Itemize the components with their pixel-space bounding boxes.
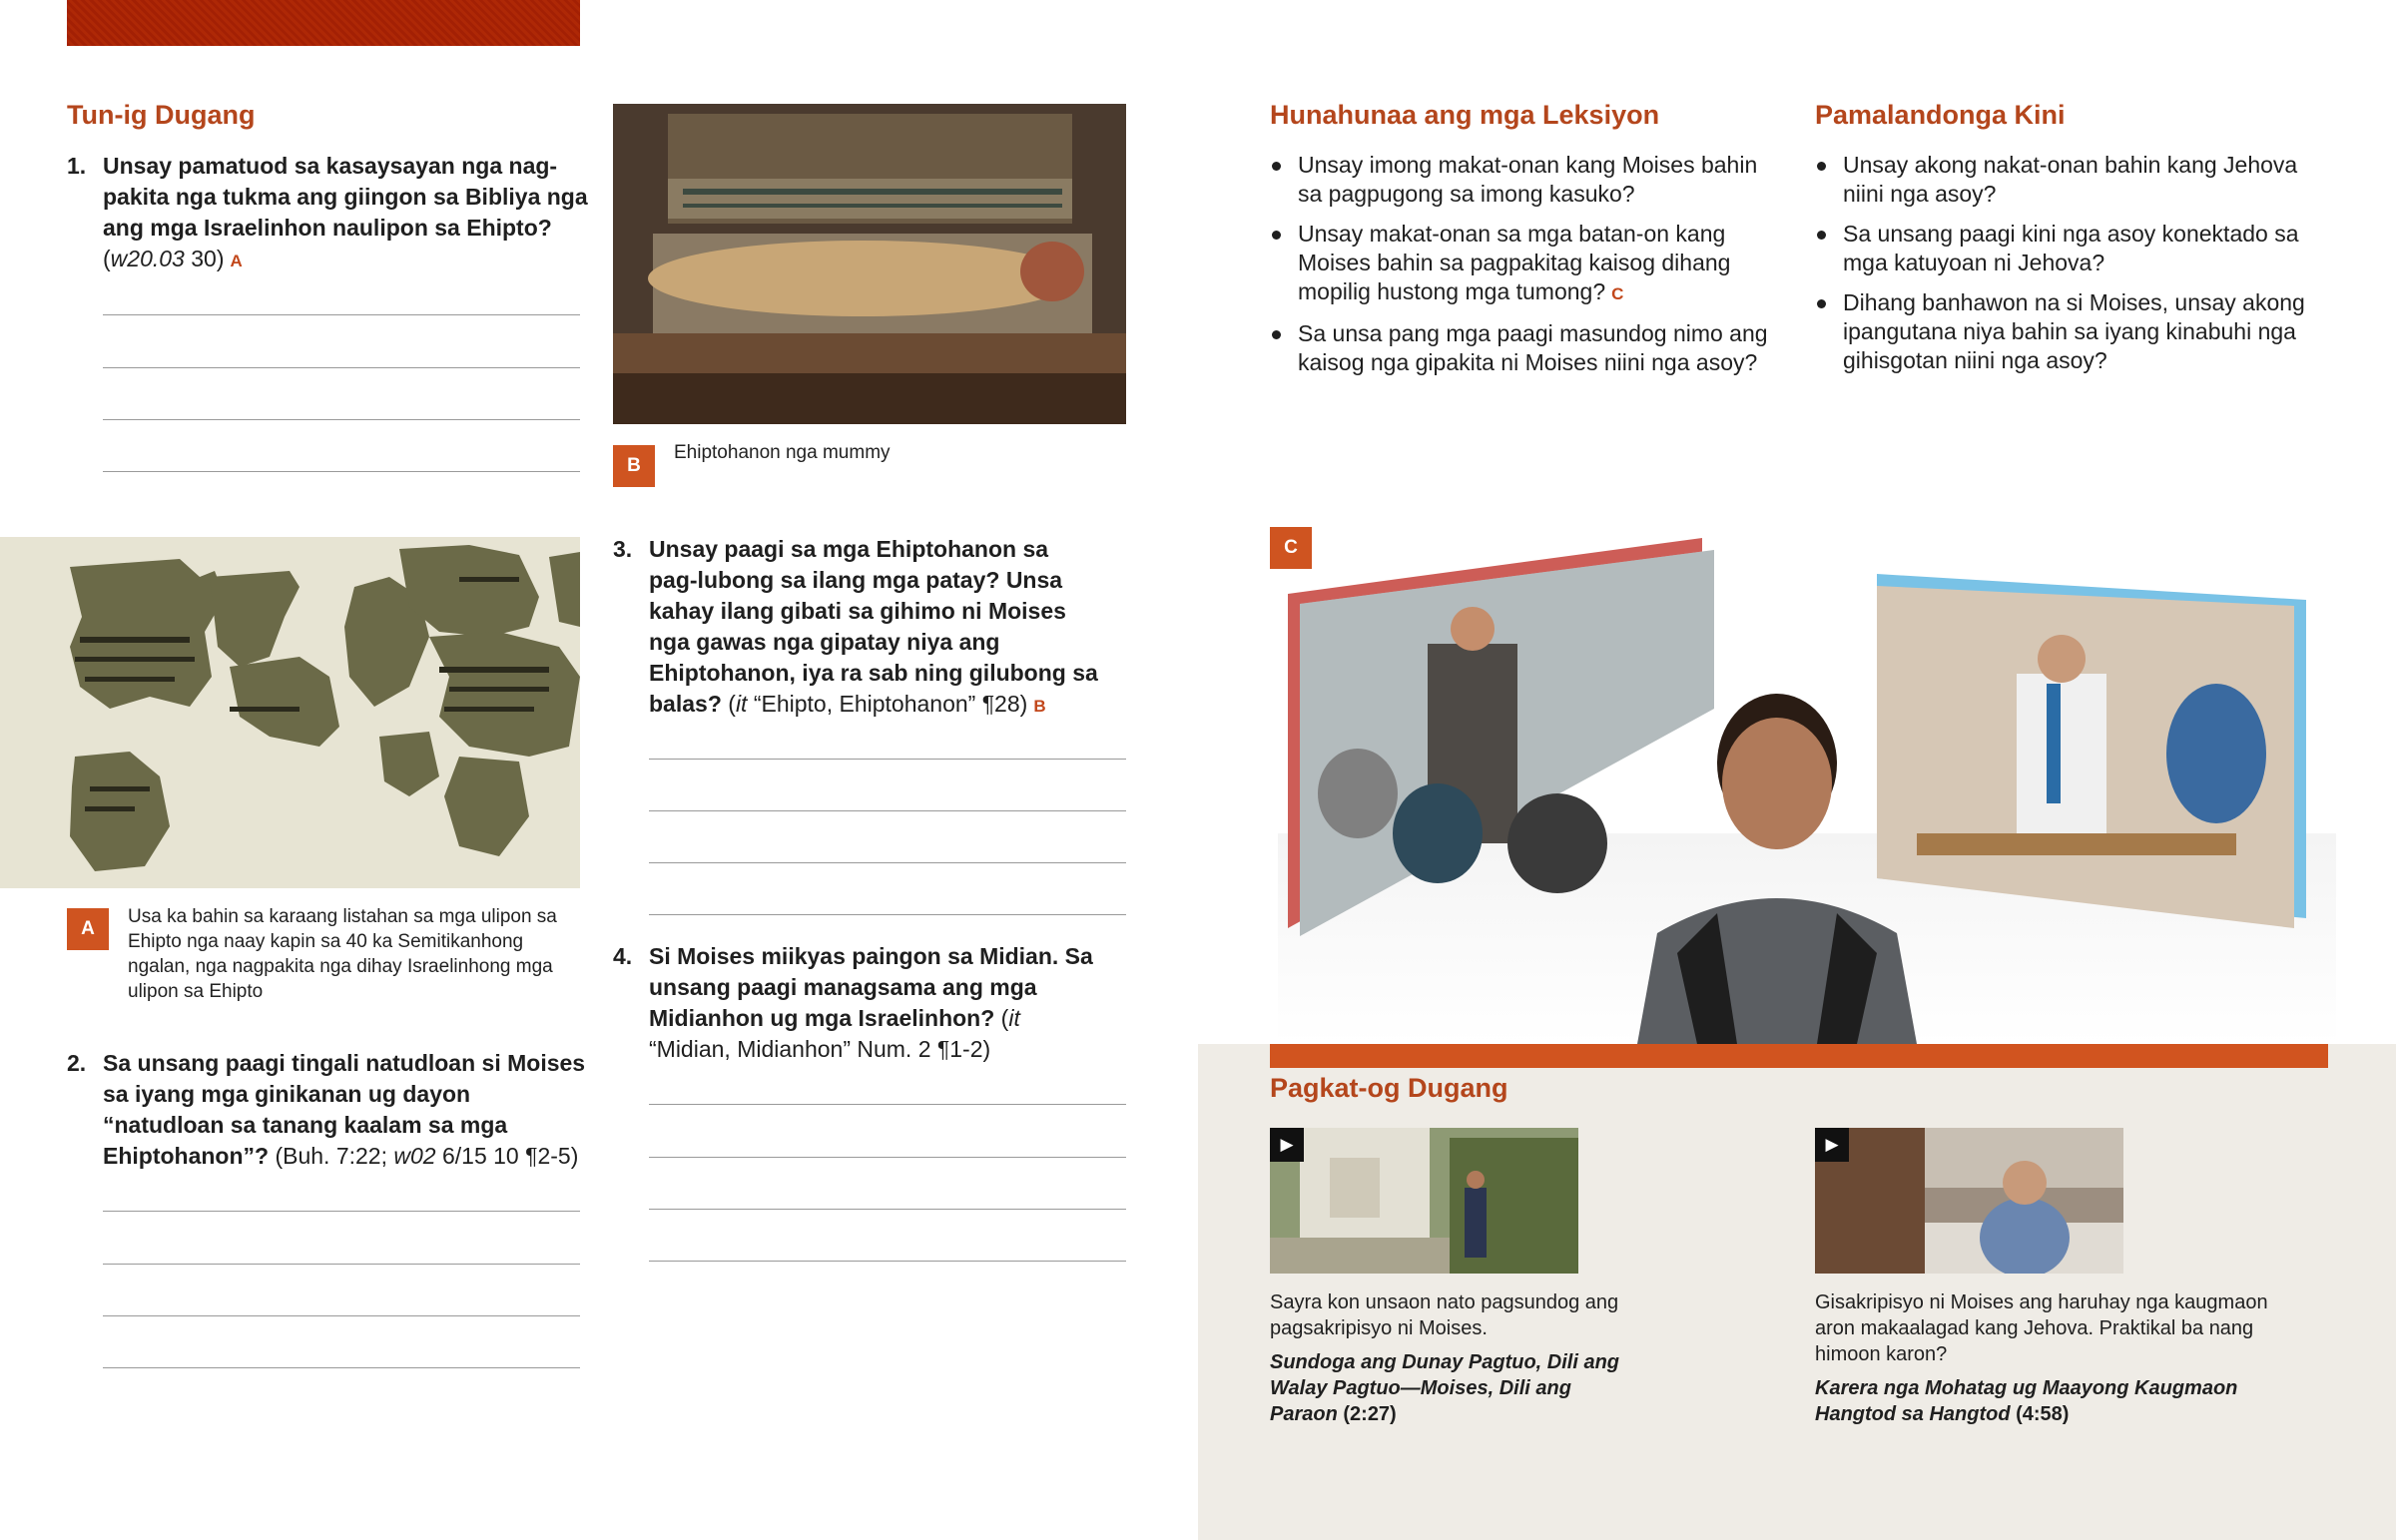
reference: (w20.03 30) — [103, 246, 225, 271]
image-badge-c: C — [1270, 527, 1312, 569]
section-heading-lessons: Hunahunaa ang mga Leksiyon — [1270, 100, 1660, 130]
reference: (it “Ehipto, Ehiptohanon” ¶28) — [721, 691, 1028, 717]
answer-line[interactable] — [103, 1315, 580, 1316]
question-number: 4. — [613, 943, 633, 969]
answer-line[interactable] — [649, 1104, 1126, 1105]
question-4 — [613, 941, 1098, 1065]
list-item: Dihang banhawon na si Moises, unsay akong ipangutana niya bahin sa iyang kinabuhi nga gihisgotan niini nga asoy? — [1815, 288, 2314, 375]
video-description: Sayra kon unsaon nato pagsundog ang pagsakripisyo ni Moises. — [1270, 1291, 1619, 1339]
video-title[interactable]: Karera nga Mohatag ug Maayong Kaugmaon Hangtod sa Hangtod (4:58) — [1815, 1377, 2238, 1425]
question-number: 1. — [67, 153, 87, 179]
orange-divider-bar — [1270, 1044, 2328, 1068]
question-text: Unsay pamatuod sa kasaysayan nga nag-pakita nga tukma ang giingon sa Bibliya nga ang mga Israelinhon naulipon sa Ehipto? — [103, 153, 588, 241]
list-item: Unsay akong nakat-onan bahin kang Jehova niini nga asoy? — [1815, 151, 2314, 209]
image-tag: B — [1033, 697, 1046, 716]
answer-line[interactable] — [649, 759, 1126, 760]
answer-line[interactable] — [103, 1264, 580, 1265]
answer-line[interactable] — [649, 810, 1126, 811]
list-item: Unsay makat-onan sa mga batan-on kang Moises bahin sa pagpakitag kaisog dihang mopilig hustong mga tumong? C — [1270, 220, 1769, 308]
image-tag: C — [1611, 284, 1624, 303]
answer-line[interactable] — [649, 1209, 1126, 1210]
question-text: Sa unsang paagi tingali natudloan si Moises sa iyang mga ginikanan ug dayon “natudloan sa tanang kaalam sa mga Ehiptohanon”? — [103, 1050, 586, 1169]
answer-line[interactable] — [649, 1261, 1126, 1262]
image-badge-a: A — [67, 908, 109, 950]
answer-line[interactable] — [103, 367, 580, 368]
question-1 — [67, 151, 592, 276]
answer-line[interactable] — [103, 1367, 580, 1368]
question-text: Si Moises miikyas paingon sa Midian. Sa unsang paagi managsama ang mga Midianhon ug mga Israelinhon? — [649, 943, 1093, 1031]
image-caption-a: Usa ka bahin sa karaang listahan sa mga ulipon sa Ehipto nga naay kapin sa 40 ka Semitikanhong ngalan, nga nagpakita nga dihay Israelinhong mga ulipon sa Ehipto — [128, 906, 557, 1002]
papyrus-image — [0, 537, 580, 888]
image-tag: A — [230, 252, 243, 270]
orange-texture-banner — [67, 0, 580, 46]
video-card — [1815, 1289, 2274, 1427]
answer-line[interactable] — [103, 419, 580, 420]
question-3 — [613, 534, 1098, 722]
answer-line[interactable] — [103, 314, 580, 315]
career-choice-image — [1278, 534, 2336, 1044]
answer-line[interactable] — [649, 1157, 1126, 1158]
list-item: Unsay imong makat-onan kang Moises bahin sa pagpugong sa imong kasuko? — [1270, 151, 1769, 209]
question-text: Unsay paagi sa mga Ehiptohanon sa pag-lubong sa ilang mga patay? Unsa kahay ilang gibati sa gihimo ni Moises nga gawas nga gipatay niya ang Ehiptohanon, iya ra sab ning gilubong sa balas? — [649, 536, 1098, 717]
question-2 — [67, 1048, 592, 1172]
video-card — [1270, 1289, 1629, 1427]
list-item: Sa unsang paagi kini nga asoy konektado sa mga katuyoan ni Jehova? — [1815, 220, 2314, 277]
reference: (it “Midian, Midianhon” Num. 2 ¶1-2) — [649, 1005, 1020, 1062]
play-icon[interactable]: ▶ — [1270, 1128, 1304, 1162]
image-caption-b: Ehiptohanon nga mummy — [674, 442, 891, 463]
lessons-list — [1270, 151, 1769, 388]
section-heading-further-study: Tun-ig Dugang — [67, 100, 256, 130]
answer-line[interactable] — [649, 862, 1126, 863]
reflect-list — [1815, 151, 2314, 386]
image-badge-b: B — [613, 445, 655, 487]
play-icon[interactable]: ▶ — [1815, 1128, 1849, 1162]
answer-line[interactable] — [103, 1211, 580, 1212]
reference: (Buh. 7:22; w02 6/15 10 ¶2-5) — [275, 1143, 579, 1169]
video-thumbnail[interactable] — [1270, 1128, 1578, 1274]
list-item: Sa unsa pang mga paagi masundog nimo ang kaisog nga gipakita ni Moises niini nga asoy? — [1270, 319, 1769, 377]
video-title[interactable]: Sundoga ang Dunay Pagtuo, Dili ang Walay Pagtuo—Moises, Dili ang Paraon (2:27) — [1270, 1351, 1620, 1425]
video-description: Gisakripisyo ni Moises ang haruhay nga kaugmaon aron makaalagad kang Jehova. Praktikal ba nang himoon karon? — [1815, 1291, 2268, 1365]
answer-line[interactable] — [649, 914, 1126, 915]
question-number: 2. — [67, 1050, 87, 1076]
section-heading-further-learning: Pagkat-og Dugang — [1270, 1073, 1508, 1103]
answer-line[interactable] — [103, 471, 580, 472]
video-duration: (2:27) — [1337, 1403, 1397, 1425]
question-number: 3. — [613, 536, 633, 562]
video-duration: (4:58) — [2010, 1403, 2070, 1425]
video-thumbnail[interactable] — [1815, 1128, 2123, 1274]
section-heading-reflect: Pamalandonga Kini — [1815, 100, 2066, 130]
mummy-image — [613, 104, 1126, 424]
